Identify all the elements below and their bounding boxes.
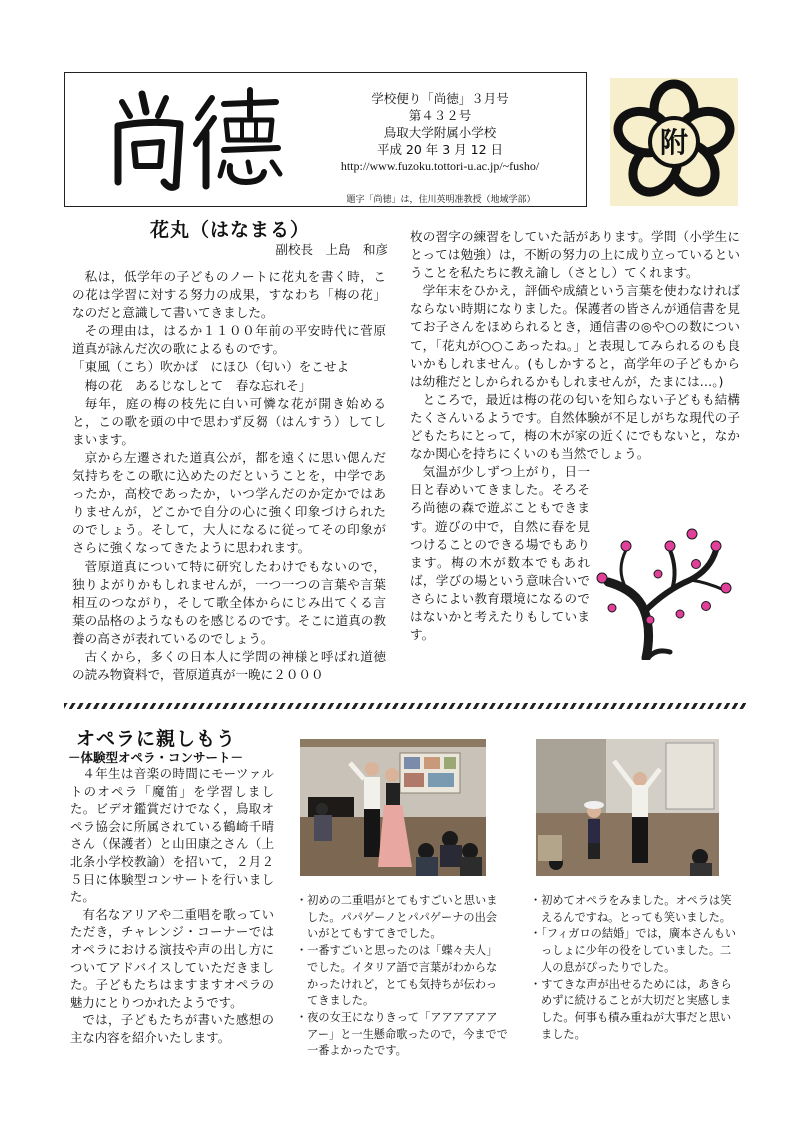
paragraph: 枚の習字の練習をしていた話があります。学問（小学生にとっては勉強）は，不断の努力の上に成り立っているということを私たちに教え諭し（さとし）てくれます。 [410, 229, 740, 281]
school-name: 鳥取大学附属小学校 [383, 125, 497, 140]
issue-date: 平成 20 年 3 月 12 日 [376, 142, 504, 157]
paragraph: 私は，低学年の子どものノートに花丸を書く時，この花は学習に対する努力の成果，すなわち「梅の花」なのだと意識して書いてきました。 [72, 269, 386, 321]
concert-photo-duet [300, 739, 486, 876]
opera-article-title: オペラに親しもう [76, 728, 237, 750]
paragraph: 京から左遷された道真公が，都を遠くに思い偲んだ気持ちをこの歌に込めたのだということを，中学であったか，高校であったか，いつ学んだのか定かではありませんが，どこかで自分の心に強く印象づけられたのでしょう。そして，大人になるに従ってその印象がさらに強くなってきたように思われます。 [72, 449, 386, 556]
article-title: 花丸（はなまる） [149, 219, 310, 241]
article-author: 副校長 上島 和彦 [275, 242, 388, 257]
plum-tree-illustration [586, 520, 736, 660]
paragraph: では，子どもたちが書いた感想の主な内容を紹介いたします。 [70, 1012, 274, 1045]
paragraph: 気温が少しずつ上がり，日一日と春めいてきました。そろそろ尚徳の森で遊ぶこともできます。遊びの中で，自然に春を見つけることのできる場でもあります。梅の木が数本でもあれば，学びの場という意味合いでさらによい教育環境になるのではないかと考えたりもしています。 [410, 464, 590, 643]
comment-item: ・夜の女王になりきって「アアアアアアアー」と一生懸命歌ったので，今までで一番よかったです。 [296, 1010, 508, 1058]
school-emblem-icon [610, 78, 738, 206]
logo-text: 尚徳 [197, 193, 199, 194]
paragraph: 有名なアリアや二重唱を歌っていただき，チャレンジ・コーナーではオペラにおける演技や声の出し方についてアドバイスしていただきました。子どもたちはますますオペラの魅力にとりつかれたようです。 [70, 906, 274, 1010]
issue-number: 第４３２号 [408, 108, 472, 123]
section-divider [64, 703, 746, 709]
comment-item: ・初めの二重唱がとてもすごいと思いました。パパゲーノとパパゲーナの出会いがとてもすてきでした。 [296, 894, 498, 941]
comment-item: ・一番すごいと思ったのは「蝶々夫人」でした。イタリア語で言葉がわからなかったけれど，とても気持ちが伝わってきました。 [296, 944, 498, 1008]
masthead-info [300, 90, 580, 175]
paragraph: 学年末をひかえ，評価や成績という言葉を使わなければならない時期になりました。保護者の皆さんが通信書を見てお子さんをほめられるとき，通信書の◎や○の数について，「花丸が○○こあったね。」と表現してみられるのも良いかもしれません。(もしかすると，高学年の子どもからは幼稚だとしかられるかもしれませんが，たまには…。) [410, 283, 740, 389]
emblem-character: 附 [659, 126, 689, 159]
opera-article-subtitle: －体験型オペラ・コンサート－ [68, 750, 244, 765]
calligraphy-logo [100, 82, 295, 197]
paragraph: その理由は，はるか１１００年前の平安時代に菅原道真が詠んだ次の歌によるものです。 [72, 323, 386, 357]
article-left-column [72, 268, 386, 684]
paragraph: 古くから，多くの日本人に学問の神様と呼ばれ道徳の読み物資料で，菅原道真が一晩に２０００ [72, 648, 386, 683]
opera-article-body [70, 765, 274, 1047]
student-comments-right [530, 893, 742, 1043]
comment-item: ・「フィガロの結婚」では，廣本さんもいっしょに少年の役をしていました。二人の息がぴったりでした。 [530, 927, 737, 974]
paragraph: 毎年，庭の梅の枝先に白い可憐な花が開き始めると，この歌を頭の中で思わず反芻（はんすう）してしまいます。 [72, 395, 386, 447]
poem-line: 「東風（こち）吹かば にほひ（匂い）をこせよ [72, 359, 350, 375]
student-comments-left [296, 893, 508, 1060]
paragraph: ところで，最近は梅の花の匂いを知らない子どもも結構たくさんいるようです。自然体験が不足しがちな現代の子どもたちにとって，梅の木が家の近くにでもないと，なかなか関心を持ちにくいのも当然でしょう。 [410, 391, 740, 462]
paragraph: 菅原道真について特に研究したわけでもないので，独りよがりかもしれませんが，一つ一つの言葉や言葉相互のつながり，そして歌全体からにじみ出てくる言葉の品格のようなものを感じるのです。そこに道真の教養の高さが表れているのでしょう。 [72, 558, 386, 646]
comment-item: ・初めてオペラをみました。オペラは笑えるんですね。とっても笑いました。 [530, 894, 732, 924]
title-credit: 題字「尚徳」は，住川英明准教授（地域学部） [346, 195, 536, 205]
school-url: http://www.fuzoku.tottori-u.ac.jp/~fusho/ [340, 159, 540, 173]
paragraph: ４年生は音楽の時間にモーツァルトのオペラ「魔笛」を学習しました。ビデオ鑑賞だけでなく，鳥取オペラ協会に所属されている鶴崎千晴さん（保護者）と山田康之さん（上北条小学校教諭）を招いて，２月２５日に体験型コンサートを行いました。 [70, 766, 274, 905]
poem-line: 梅の花 あるじなしとて 春な忘れそ」 [72, 377, 312, 393]
comment-item: ・すてきな声が出せるためには，あきらめずに続けることが大切だと実感しました。何事も積み重ねが大事だと思いました。 [530, 977, 732, 1041]
concert-photo-challenge [536, 739, 719, 876]
newsletter-title: 学校便り「尚徳」３月号 [371, 91, 509, 106]
